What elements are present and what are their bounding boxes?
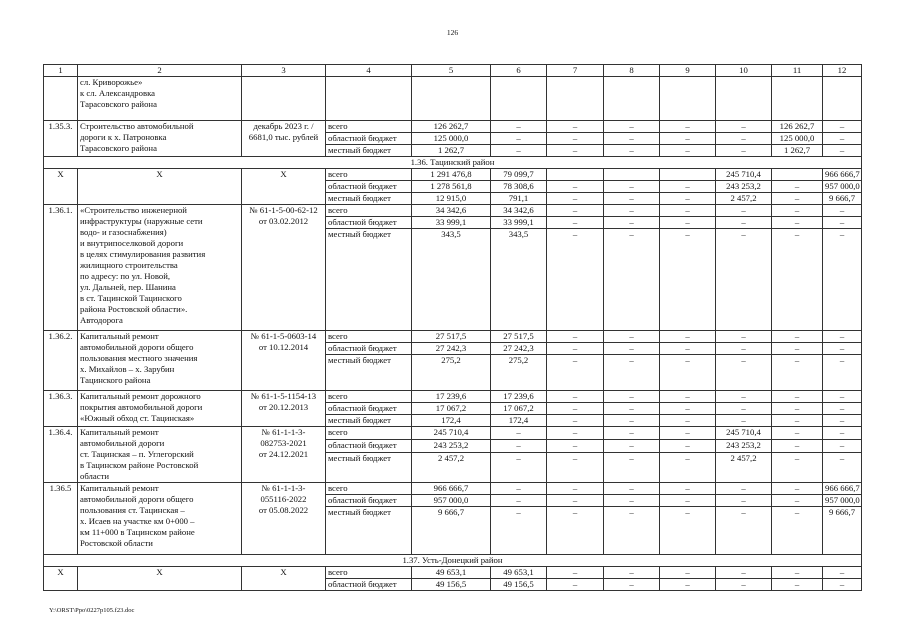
entry-number-cell: [44, 77, 78, 121]
entry-name-cell: «Строительство инженерной инфраструктуры (наружные сети водо- и газоснабжения) и внутрипоселковой дороги в целях стимулирования развития жилищного строительства по адресу: по ул. Новой, ул. Дальней, пер. Шанина в ст. Тацинской Тацинского района Ростовской области». Автодорога: [78, 205, 242, 331]
table-row: [44, 77, 862, 121]
funding-source-cell: местный бюджет: [326, 507, 412, 555]
amount-cell: –: [772, 217, 823, 229]
amount-cell: –: [716, 205, 772, 217]
funding-source-cell: областной бюджет: [326, 133, 412, 145]
empty-cell: [716, 77, 772, 121]
amount-cell: –: [604, 567, 660, 579]
amount-cell: –: [772, 483, 823, 495]
amount-cell: –: [660, 567, 716, 579]
amount-cell: –: [716, 229, 772, 331]
funding-source-cell: местный бюджет: [326, 415, 412, 427]
amount-cell: –: [604, 205, 660, 217]
table-row: [44, 331, 862, 343]
entry-document-cell: декабрь 2023 г. / 6681,0 тыс. рублей: [242, 121, 326, 157]
amount-cell: –: [660, 495, 716, 507]
amount-cell: 2 457,2: [716, 453, 772, 483]
amount-cell: –: [823, 427, 862, 440]
entry-number-cell: 1.36.4.: [44, 427, 78, 483]
amount-cell: –: [660, 483, 716, 495]
amount-cell: –: [660, 229, 716, 331]
page-number: 126: [446, 28, 459, 37]
amount-cell: –: [547, 415, 604, 427]
amount-cell: –: [716, 579, 772, 591]
entry-number-cell: 1.36.2.: [44, 331, 78, 391]
funding-source-cell: областной бюджет: [326, 217, 412, 229]
funding-source-cell: областной бюджет: [326, 181, 412, 193]
amount-cell: 34 342,6: [491, 205, 547, 217]
empty-cell: [660, 77, 716, 121]
entry-name-cell: сл. Криворожье» к сл. Александровка Тарасовского района: [78, 77, 242, 121]
amount-cell: –: [547, 495, 604, 507]
amount-cell: –: [604, 331, 660, 343]
empty-cell: [491, 77, 547, 121]
summary-marker-cell: X: [78, 567, 242, 591]
entry-document-cell: № 61-1-1-3- 055116-2022 от 05.08.2022: [242, 483, 326, 555]
amount-cell: –: [716, 483, 772, 495]
amount-cell: –: [716, 403, 772, 415]
amount-cell: 9 666,7: [823, 507, 862, 555]
amount-cell: 126 262,7: [412, 121, 491, 133]
amount-cell: 1 291 476,8: [412, 169, 491, 181]
amount-cell: 243 253,2: [412, 440, 491, 453]
empty-cell: [772, 77, 823, 121]
amount-cell: 17 067,2: [412, 403, 491, 415]
amount-cell: –: [547, 440, 604, 453]
amount-cell: –: [660, 427, 716, 440]
funding-source-cell: всего: [326, 205, 412, 217]
funding-source-cell: местный бюджет: [326, 229, 412, 331]
amount-cell: –: [772, 427, 823, 440]
entry-number-cell: 1.35.3.: [44, 121, 78, 157]
amount-cell: –: [660, 415, 716, 427]
amount-cell: 966 666,7: [412, 483, 491, 495]
table-row: [44, 427, 862, 440]
amount-cell: –: [823, 229, 862, 331]
amount-cell: –: [823, 453, 862, 483]
amount-cell: 9 666,7: [412, 507, 491, 555]
summary-marker-cell: X: [242, 567, 326, 591]
amount-cell: –: [823, 391, 862, 403]
amount-cell: 33 999,1: [491, 217, 547, 229]
funding-source-cell: местный бюджет: [326, 355, 412, 391]
amount-cell: –: [604, 217, 660, 229]
amount-cell: –: [772, 403, 823, 415]
amount-cell: 34 342,6: [412, 205, 491, 217]
amount-cell: 957 000,0: [823, 181, 862, 193]
amount-cell: –: [660, 193, 716, 205]
amount-cell: –: [660, 579, 716, 591]
amount-cell: 791,1: [491, 193, 547, 205]
amount-cell: 17 067,2: [491, 403, 547, 415]
amount-cell: –: [660, 453, 716, 483]
table-row: [44, 483, 862, 495]
amount-cell: 1 278 561,8: [412, 181, 491, 193]
amount-cell: –: [772, 331, 823, 343]
amount-cell: –: [772, 355, 823, 391]
amount-cell: –: [547, 193, 604, 205]
amount-cell: –: [660, 343, 716, 355]
funding-source-cell: местный бюджет: [326, 453, 412, 483]
amount-cell: –: [772, 229, 823, 331]
empty-cell: [412, 77, 491, 121]
amount-cell: –: [604, 483, 660, 495]
amount-cell: 1 262,7: [772, 145, 823, 157]
amount-cell: 2 457,2: [716, 193, 772, 205]
amount-cell: –: [772, 567, 823, 579]
amount-cell: –: [660, 121, 716, 133]
funding-source-cell: местный бюджет: [326, 145, 412, 157]
amount-cell: 275,2: [491, 355, 547, 391]
amount-cell: 27 517,5: [491, 331, 547, 343]
document-path: Y:\ORST\Ppo\0227p105.f23.doc: [49, 607, 135, 614]
amount-cell: –: [547, 355, 604, 391]
amount-cell: 49 156,5: [412, 579, 491, 591]
entry-name-cell: Капитальный ремонт дорожного покрытия автомобильной дороги «Южный обход ст. Тацинская»: [78, 391, 242, 427]
table-row: [44, 121, 862, 133]
amount-cell: 1 262,7: [412, 145, 491, 157]
funding-source-cell: областной бюджет: [326, 440, 412, 453]
funding-source-cell: всего: [326, 391, 412, 403]
amount-cell: –: [491, 507, 547, 555]
amount-cell: –: [660, 217, 716, 229]
amount-cell: –: [823, 415, 862, 427]
amount-cell: –: [772, 507, 823, 555]
amount-cell: –: [716, 567, 772, 579]
amount-cell: 78 308,6: [491, 181, 547, 193]
amount-cell: –: [547, 331, 604, 343]
amount-cell: 2 457,2: [412, 453, 491, 483]
column-number-cell: 3: [242, 65, 326, 77]
amount-cell: –: [604, 133, 660, 145]
amount-cell: –: [716, 391, 772, 403]
amount-cell: 12 915,0: [412, 193, 491, 205]
amount-cell: –: [772, 343, 823, 355]
amount-cell: –: [604, 403, 660, 415]
entry-name-cell: Капитальный ремонт автомобильной дороги ст. Тацинская – п. Углегорский в Тацинском районе Ростовской области: [78, 427, 242, 483]
column-number-cell: 4: [326, 65, 412, 77]
empty-cell: [823, 77, 862, 121]
amount-cell: –: [547, 403, 604, 415]
amount-cell: 49 653,1: [491, 567, 547, 579]
funding-source-cell: всего: [326, 169, 412, 181]
amount-cell: –: [823, 440, 862, 453]
summary-marker-cell: X: [44, 567, 78, 591]
amount-cell: –: [547, 427, 604, 440]
entry-document-cell: № 61-1-5-00-62-12 от 03.02.2012: [242, 205, 326, 331]
summary-marker-cell: X: [78, 169, 242, 205]
amount-cell: 27 517,5: [412, 331, 491, 343]
entry-number-cell: 1.36.3.: [44, 391, 78, 427]
section-title-cell: 1.37. Усть-Донецкий район: [44, 555, 862, 567]
amount-cell: –: [547, 391, 604, 403]
amount-cell: –: [604, 193, 660, 205]
amount-cell: –: [660, 355, 716, 391]
empty-cell: [547, 77, 604, 121]
amount-cell: –: [823, 331, 862, 343]
amount-cell: –: [716, 495, 772, 507]
section-heading-row: [44, 555, 862, 567]
amount-cell: –: [491, 483, 547, 495]
amount-cell: –: [547, 567, 604, 579]
amount-cell: 27 242,3: [412, 343, 491, 355]
funding-source-cell: всего: [326, 331, 412, 343]
table-row: [44, 391, 862, 403]
amount-cell: 17 239,6: [491, 391, 547, 403]
amount-cell: –: [660, 403, 716, 415]
amount-cell: –: [823, 343, 862, 355]
amount-cell: –: [660, 440, 716, 453]
amount-cell: –: [491, 453, 547, 483]
amount-cell: –: [660, 145, 716, 157]
amount-cell: –: [772, 415, 823, 427]
entry-name-cell: Капитальный ремонт автомобильной дороги общего пользования ст. Тацинская – х. Исаев на участке км 0+000 – км 11+000 в Тацинском районе Ростовской области: [78, 483, 242, 555]
amount-cell: 245 710,4: [412, 427, 491, 440]
amount-cell: –: [823, 133, 862, 145]
entry-name-cell: Капитальный ремонт автомобильной дороги общего пользования местного значения х. Михайлов – х. Зарубин Тацинского района: [78, 331, 242, 391]
amount-cell: –: [716, 507, 772, 555]
amount-cell: –: [604, 507, 660, 555]
amount-cell: 243 253,2: [716, 181, 772, 193]
amount-cell: –: [660, 391, 716, 403]
amount-cell: 966 666,7: [823, 483, 862, 495]
amount-cell: 49 156,5: [491, 579, 547, 591]
amount-cell: –: [604, 391, 660, 403]
amount-cell: –: [716, 133, 772, 145]
table-row: [44, 567, 862, 579]
section-title-cell: 1.36. Тацинский район: [44, 157, 862, 169]
amount-cell: –: [716, 145, 772, 157]
amount-cell: –: [716, 343, 772, 355]
amount-cell: 79 099,7: [491, 169, 547, 181]
table-body: [44, 65, 862, 591]
entry-document-cell: № 61-1-5-1154-13 от 20.12.2013: [242, 391, 326, 427]
amount-cell: 33 999,1: [412, 217, 491, 229]
amount-cell: 343,5: [412, 229, 491, 331]
amount-cell: [772, 169, 823, 181]
amount-cell: –: [547, 507, 604, 555]
funding-source-cell: всего: [326, 427, 412, 440]
amount-cell: 172,4: [412, 415, 491, 427]
funding-source-cell: областной бюджет: [326, 403, 412, 415]
column-number-cell: 7: [547, 65, 604, 77]
amount-cell: –: [772, 495, 823, 507]
amount-cell: 172,4: [491, 415, 547, 427]
amount-cell: –: [491, 121, 547, 133]
amount-cell: –: [660, 205, 716, 217]
column-number-cell: 9: [660, 65, 716, 77]
funding-source-cell: местный бюджет: [326, 193, 412, 205]
funding-source-cell: областной бюджет: [326, 579, 412, 591]
entry-document-cell: № 61-1-1-3- 082753-2021 от 24.12.2021: [242, 427, 326, 483]
amount-cell: –: [491, 440, 547, 453]
amount-cell: –: [547, 133, 604, 145]
amount-cell: –: [604, 495, 660, 507]
amount-cell: 957 000,0: [412, 495, 491, 507]
amount-cell: –: [823, 145, 862, 157]
amount-cell: 49 653,1: [412, 567, 491, 579]
entry-number-cell: 1.36.5: [44, 483, 78, 555]
column-number-cell: 8: [604, 65, 660, 77]
funding-source-cell: всего: [326, 121, 412, 133]
entry-number-cell: 1.36.1.: [44, 205, 78, 331]
amount-cell: –: [491, 427, 547, 440]
table-row: [44, 169, 862, 181]
amount-cell: –: [547, 205, 604, 217]
amount-cell: –: [823, 121, 862, 133]
amount-cell: –: [547, 483, 604, 495]
amount-cell: –: [772, 440, 823, 453]
amount-cell: 126 262,7: [772, 121, 823, 133]
amount-cell: –: [547, 181, 604, 193]
amount-cell: –: [772, 579, 823, 591]
amount-cell: 125 000,0: [772, 133, 823, 145]
amount-cell: –: [547, 229, 604, 331]
amount-cell: –: [660, 133, 716, 145]
amount-cell: –: [604, 440, 660, 453]
amount-cell: –: [604, 145, 660, 157]
amount-cell: –: [604, 355, 660, 391]
amount-cell: –: [772, 205, 823, 217]
amount-cell: –: [716, 121, 772, 133]
amount-cell: –: [604, 453, 660, 483]
entry-document-cell: № 61-1-5-0603-14 от 10.12.2014: [242, 331, 326, 391]
amount-cell: –: [491, 133, 547, 145]
amount-cell: –: [547, 343, 604, 355]
amount-cell: –: [823, 403, 862, 415]
amount-cell: –: [716, 217, 772, 229]
amount-cell: –: [604, 121, 660, 133]
amount-cell: –: [547, 453, 604, 483]
amount-cell: –: [660, 331, 716, 343]
amount-cell: [660, 169, 716, 181]
amount-cell: –: [716, 415, 772, 427]
summary-marker-cell: X: [44, 169, 78, 205]
amount-cell: –: [491, 495, 547, 507]
amount-cell: –: [604, 579, 660, 591]
funding-source-cell: всего: [326, 483, 412, 495]
amount-cell: –: [604, 427, 660, 440]
column-number-cell: 12: [823, 65, 862, 77]
column-number-cell: 6: [491, 65, 547, 77]
section-heading-row: [44, 157, 862, 169]
financing-table: [43, 64, 862, 591]
column-number-cell: 2: [78, 65, 242, 77]
column-number-cell: 10: [716, 65, 772, 77]
amount-cell: 966 666,7: [823, 169, 862, 181]
empty-cell: [604, 77, 660, 121]
amount-cell: 343,5: [491, 229, 547, 331]
column-number-cell: 1: [44, 65, 78, 77]
amount-cell: 275,2: [412, 355, 491, 391]
amount-cell: [547, 169, 604, 181]
amount-cell: –: [547, 121, 604, 133]
amount-cell: –: [604, 415, 660, 427]
amount-cell: –: [772, 391, 823, 403]
amount-cell: –: [604, 229, 660, 331]
amount-cell: 27 242,3: [491, 343, 547, 355]
table-row: [44, 205, 862, 217]
amount-cell: –: [716, 331, 772, 343]
funding-source-cell: областной бюджет: [326, 343, 412, 355]
amount-cell: –: [547, 217, 604, 229]
amount-cell: –: [823, 205, 862, 217]
entry-name-cell: Строительство автомобильной дороги к х. Патроновка Тарасовского района: [78, 121, 242, 157]
amount-cell: –: [660, 507, 716, 555]
empty-cell: [242, 77, 326, 121]
amount-cell: 245 710,4: [716, 427, 772, 440]
amount-cell: –: [823, 217, 862, 229]
amount-cell: –: [547, 579, 604, 591]
amount-cell: 245 710,4: [716, 169, 772, 181]
amount-cell: 9 666,7: [823, 193, 862, 205]
amount-cell: 125 000,0: [412, 133, 491, 145]
column-number-cell: 5: [412, 65, 491, 77]
column-number-cell: 11: [772, 65, 823, 77]
summary-marker-cell: X: [242, 169, 326, 205]
amount-cell: –: [547, 145, 604, 157]
amount-cell: –: [823, 355, 862, 391]
amount-cell: [604, 169, 660, 181]
amount-cell: –: [604, 181, 660, 193]
column-number-row: [44, 65, 862, 77]
empty-cell: [326, 77, 412, 121]
amount-cell: –: [604, 343, 660, 355]
funding-source-cell: областной бюджет: [326, 495, 412, 507]
amount-cell: –: [491, 145, 547, 157]
amount-cell: –: [660, 181, 716, 193]
amount-cell: –: [823, 567, 862, 579]
amount-cell: –: [772, 193, 823, 205]
amount-cell: 17 239,6: [412, 391, 491, 403]
funding-source-cell: всего: [326, 567, 412, 579]
amount-cell: –: [716, 355, 772, 391]
amount-cell: –: [823, 579, 862, 591]
amount-cell: –: [772, 453, 823, 483]
amount-cell: –: [772, 181, 823, 193]
amount-cell: 243 253,2: [716, 440, 772, 453]
amount-cell: 957 000,0: [823, 495, 862, 507]
